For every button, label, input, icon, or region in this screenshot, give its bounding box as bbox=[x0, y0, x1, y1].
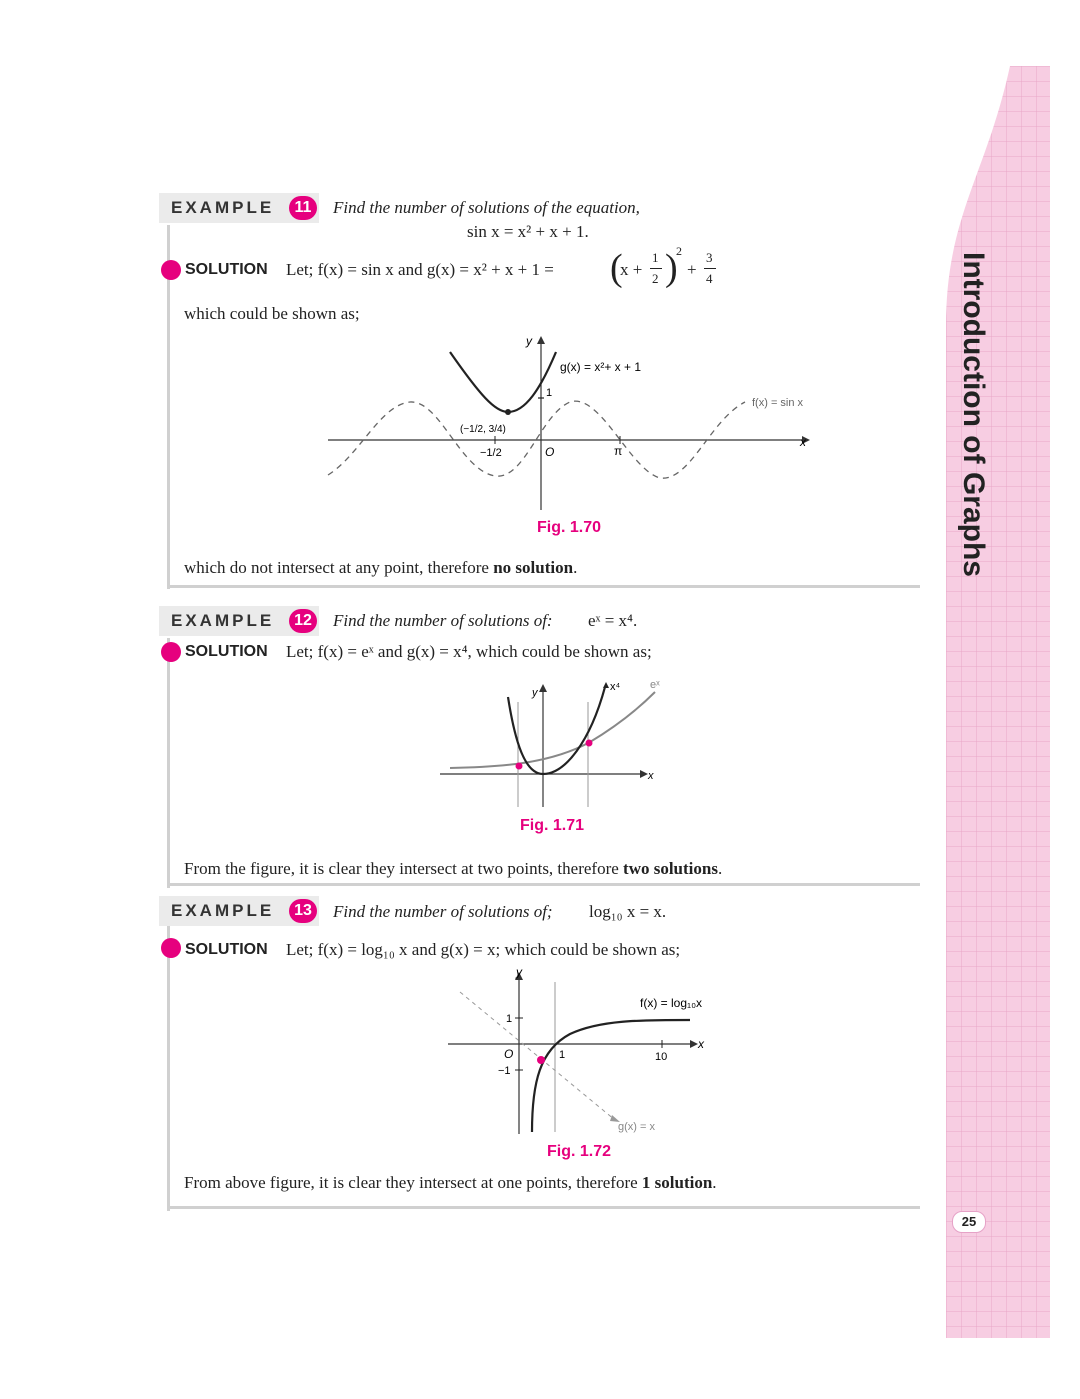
figure-1-72 bbox=[440, 962, 720, 1142]
example-13-question: Find the number of solutions of; bbox=[333, 902, 553, 921]
x-label: x bbox=[698, 1037, 704, 1051]
example-12-bottom-rule bbox=[167, 883, 920, 886]
x-label: x bbox=[800, 435, 806, 449]
y-axis-arrow bbox=[539, 684, 547, 692]
example-11-solution-text: Let; f(x) = sin x and g(x) = x² + x + 1 = bbox=[286, 260, 554, 279]
y-axis-arrow bbox=[537, 336, 545, 344]
example-12-header bbox=[159, 606, 319, 636]
example-number: 12 bbox=[289, 609, 317, 633]
example-label: EXAMPLE bbox=[171, 901, 275, 920]
example-12-rule bbox=[167, 638, 170, 888]
f-label: f(x) = sin x bbox=[752, 397, 804, 409]
exp-curve bbox=[450, 692, 655, 768]
example-13-bottom-rule bbox=[167, 1206, 920, 1209]
y-label: y bbox=[526, 334, 532, 348]
vertex-point bbox=[505, 409, 511, 415]
figure-1-70 bbox=[320, 330, 820, 520]
solution-label: SOLUTION bbox=[185, 941, 268, 958]
side-title: Introduction of Graphs bbox=[957, 252, 990, 577]
example-11-expression: ( x + 1 2 ) 2 + 3 4 bbox=[610, 248, 722, 294]
intersection-point bbox=[537, 1056, 545, 1064]
example-11-conclusion: which do not intersect at any point, therefore no solution. bbox=[184, 558, 578, 577]
example-11-question: Find the number of solutions of the equation, bbox=[333, 198, 640, 217]
neg-half-label: −1/2 bbox=[480, 447, 502, 459]
example-label: EXAMPLE bbox=[171, 198, 275, 217]
example-number: 11 bbox=[289, 196, 317, 220]
ten-label: 10 bbox=[655, 1051, 668, 1063]
f-label: f(x) = log₁₀x bbox=[640, 996, 703, 1010]
example-11-equation: sin x = x² + x + 1. bbox=[467, 222, 589, 241]
pi-label: π bbox=[614, 444, 623, 458]
intersection-point-2 bbox=[586, 740, 593, 747]
example-13-solution-text: Let; f(x) = log₁₀ x and g(x) = x; which could be shown as; bbox=[286, 940, 681, 959]
example-13-rule bbox=[167, 926, 170, 1211]
solution-label: SOLUTION bbox=[185, 643, 268, 660]
g-label: g(x) = x²+ x + 1 bbox=[560, 360, 642, 374]
ex-label: eˣ bbox=[650, 679, 660, 691]
line-g bbox=[460, 992, 615, 1120]
intersection-point-1 bbox=[516, 763, 523, 770]
example-13-header bbox=[159, 896, 319, 926]
quartic-arrow bbox=[603, 682, 609, 688]
x-axis-arrow bbox=[690, 1040, 698, 1048]
one-x-label: 1 bbox=[559, 1049, 566, 1061]
example-12-equation: eˣ = x⁴. bbox=[588, 611, 638, 630]
x-label: x bbox=[648, 770, 654, 782]
log-curve bbox=[532, 1020, 690, 1132]
origin-label: O bbox=[504, 1047, 514, 1061]
x4-label: x⁴ bbox=[610, 681, 621, 693]
origin-label: O bbox=[545, 445, 555, 459]
example-12-solution-text: Let; f(x) = eˣ and g(x) = x⁴, which could be shown as; bbox=[286, 642, 652, 661]
example-11-bottom-rule bbox=[167, 585, 920, 588]
solution-label: SOLUTION bbox=[185, 261, 268, 278]
example-13-equation: log₁₀ x = x. bbox=[589, 902, 667, 921]
figure-1-70-caption: Fig. 1.70 bbox=[537, 519, 602, 536]
g-label: g(x) = x bbox=[618, 1121, 655, 1133]
parabola-curve bbox=[450, 352, 556, 412]
example-11-shown-as: which could be shown as; bbox=[184, 304, 360, 323]
example-12-question: Find the number of solutions of: bbox=[333, 611, 553, 630]
y-label: y bbox=[532, 687, 538, 699]
example-13-conclusion: From above figure, it is clear they intersect at one points, therefore 1 solution. bbox=[184, 1173, 717, 1192]
example-label: EXAMPLE bbox=[171, 611, 275, 630]
figure-1-71-caption: Fig. 1.71 bbox=[520, 817, 585, 834]
page-number: 25 bbox=[952, 1211, 986, 1233]
one-y-label: 1 bbox=[506, 1013, 513, 1025]
example-12-conclusion: From the figure, it is clear they intersect at two points, therefore two solutions. bbox=[184, 859, 723, 878]
solution-bullet bbox=[161, 938, 181, 958]
one-label: 1 bbox=[546, 387, 553, 399]
figure-1-72-caption: Fig. 1.72 bbox=[547, 1143, 612, 1160]
x-axis-arrow bbox=[640, 770, 648, 778]
quartic-curve bbox=[508, 687, 605, 774]
figure-1-71 bbox=[440, 672, 680, 812]
y-label: y bbox=[516, 965, 522, 979]
solution-bullet bbox=[161, 260, 181, 280]
neg-one-label: −1 bbox=[498, 1065, 511, 1077]
example-number: 13 bbox=[289, 899, 317, 923]
vertex-label: (−1/2, 3/4) bbox=[460, 424, 506, 435]
example-11-header bbox=[159, 193, 319, 223]
solution-bullet bbox=[161, 642, 181, 662]
